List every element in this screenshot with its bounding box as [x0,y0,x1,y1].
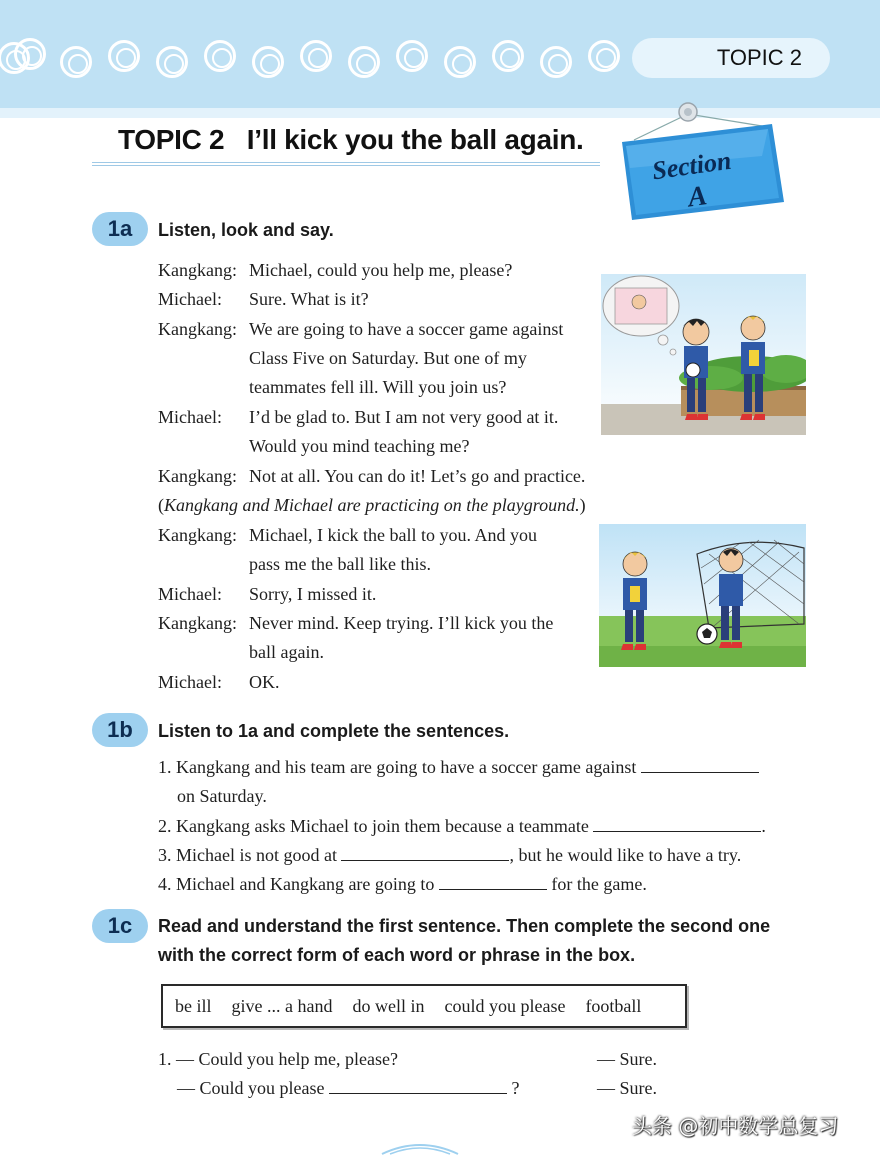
sentence-text: for the game. [551,874,647,894]
speech: Michael, I kick the ball to you. And you [249,525,537,545]
speech: Sorry, I missed it. [249,584,377,604]
topic-label: TOPIC 2 [632,38,830,78]
activity-badge-1a: 1a [92,212,148,246]
exercise-1c-rewrite [177,1078,519,1098]
watermark: 头条 @初中数学总复习 [632,1114,839,1138]
illustration-boys-talking [601,274,806,435]
speaker: Kangkang: [158,525,237,545]
sentence-1b-4 [158,874,647,894]
sentence-1b-1 [158,757,759,777]
speech: Michael, could you help me, please? [249,260,513,280]
section-letter: A [686,180,709,214]
speaker: Michael: [158,407,222,427]
instruction-1b: Listen to 1a and complete the sentences. [158,721,510,741]
sentence-1b-1-continued: on Saturday. [177,786,267,806]
instruction-1c-line1: Read and understand the first sentence. Then complete the second one [158,916,771,936]
exercise-1c-answer-2: — Sure. [597,1078,657,1098]
speech: Never mind. Keep trying. I’ll kick you the [249,613,554,633]
exercise-1c-question: 1. — Could you help me, please? [158,1049,398,1069]
sentence-text: , but he would like to have a try. [509,845,742,865]
answer-blank[interactable] [593,816,761,832]
page-title [118,124,584,156]
speaker: Michael: [158,672,222,692]
sentence-text: 3. Michael is not good at [158,845,337,865]
speech-continued: Class Five on Saturday. But one of my [249,348,527,368]
speaker: Kangkang: [158,260,237,280]
sentence-text: . [761,816,766,836]
speech: We are going to have a soccer game against [249,319,564,339]
speech: Not at all. You can do it! Let’s go and practice. [249,466,586,486]
instruction-1a: Listen, look and say. [158,220,334,240]
sentence-text: 4. Michael and Kangkang are going to [158,874,435,894]
speaker: Kangkang: [158,466,237,486]
exercise-1c-answer: — Sure. [597,1049,657,1069]
sentence-text: ? [511,1078,520,1098]
sentence-1b-3 [158,845,741,865]
speaker: Kangkang: [158,319,237,339]
instruction-1c-line2: with the correct form of each word or phrase in the box. [158,945,636,965]
answer-blank[interactable] [329,1078,507,1094]
word-option: could you please [444,995,566,1016]
illustration-soccer-practice [599,524,806,667]
word-box [161,984,687,1028]
speaker: Michael: [158,584,222,604]
speech: I’d be glad to. But I am not very good at it. [249,407,559,427]
speech-continued: pass me the ball like this. [249,554,431,574]
word-option: do well in [352,995,425,1016]
decorative-circles [0,38,640,78]
section-a-sign [612,96,792,226]
stage-direction: (Kangkang and Michael are practicing on the playground.) [158,495,586,515]
section-word: Section [650,145,734,186]
title-topic: TOPIC 2 [118,124,225,155]
sentence-text: — Could you please [177,1078,325,1098]
speech: Sure. What is it? [249,289,369,309]
title-text: I’ll kick you the ball again. [246,124,584,155]
stage-direction-text: Kangkang and Michael are practicing on the playground. [164,495,580,515]
answer-blank[interactable] [439,874,547,890]
speaker: Kangkang: [158,613,237,633]
speech-continued: ball again. [249,642,324,662]
sentence-text: 1. Kangkang and his team are going to have a soccer game against [158,757,637,777]
activity-badge-1c: 1c [92,909,148,943]
activity-badge-1b: 1b [92,713,148,747]
word-option: football [585,995,642,1016]
title-rule [92,162,600,166]
answer-blank[interactable] [641,757,759,773]
speech-continued: teammates fell ill. Will you join us? [249,377,507,397]
answer-blank[interactable] [341,845,509,861]
word-option: give ... a hand [231,995,333,1016]
sentence-1b-2 [158,816,766,836]
speech: OK. [249,672,280,692]
sentence-text: 2. Kangkang asks Michael to join them because a teammate [158,816,589,836]
speaker: Michael: [158,289,222,309]
speech-continued: Would you mind teaching me? [249,436,470,456]
word-option: be ill [175,995,212,1016]
bottom-decoration [380,1140,460,1155]
